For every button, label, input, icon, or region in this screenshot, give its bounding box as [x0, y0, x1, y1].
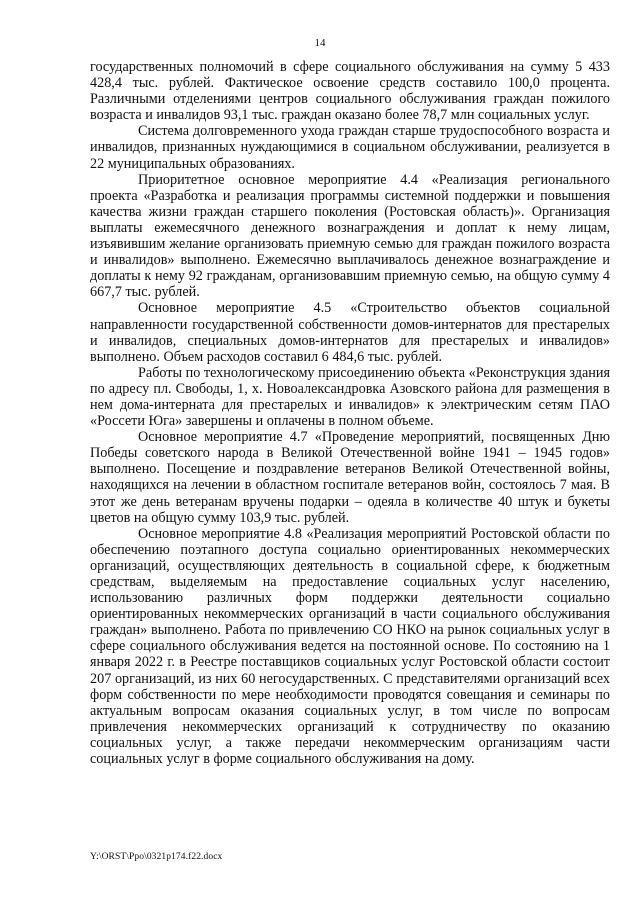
document-body: [90, 59, 610, 767]
paragraph-7: Основное мероприятие 4.8 «Реализация мероприятий Ростовской области по обеспечению поэтапного доступа социально ориентированных некоммерческих организаций, осуществляющих деятельность в социальной сфере, к бюджетным средствам, выделяемым на предоставление социальных услуг населению, использованию различных форм поддержки деятельности социально ориентированных некоммерческих организаций в части социального обслуживания граждан» выполнено. Работа по привлечению СО НКО на рынок социальных услуг в сфере социального обслуживания ведется на постоянной основе. По состоянию на 1 января 2022 г. в Реестре поставщиков социальных услуг Ростовской области состоит 207 организаций, из них 60 негосударственных. С представителями организаций всех форм собственности по мере необходимости проводятся совещания и семинары по актуальным вопросам оказания социальных услуг, в том числе по вопросам привлечения некоммерческих организаций к сотрудничеству по оказанию социальных услуг, а также передачи некоммерческим организациям части социальных услуг в форме социального обслуживания на дому.: [90, 525, 610, 768]
page-number: 14: [314, 37, 326, 49]
paragraph-6: Основное мероприятие 4.7 «Проведение мероприятий, посвященных Дню Победы советского народа в Великой Отечественной войне 1941 – 1945 годов» выполнено. Посещение и поздравление ветеранов Великой Отечественной войны, находящихся на лечении в областном госпитале ветеранов войн, состоялось 7 мая. В этот же день ветеранам вручены подарки – одеяла в количестве 40 штук и букеты цветов на общую сумму 103,9 тыс. рублей.: [90, 429, 610, 526]
paragraph-1: государственных полномочий в сфере социального обслуживания на сумму 5 433 428,4 тыс. рублей. Фактическое освоение средств составило 100,0 процента. Различными отделениями центров социального обслуживания граждан пожилого возраста и инвалидов 93,1 тыс. граждан оказано более 78,7 млн социальных услуг.: [90, 59, 610, 124]
paragraph-5: Работы по технологическому присоединению объекта «Реконструкция здания по адресу пл. Свободы, 1, х. Новоалександровка Азовского района для размещения в нем дома-интерната для престарелых и инвалидов» к электрическим сетям ПАО «Россети Юга» завершены и оплачены в полном объеме.: [90, 364, 610, 430]
paragraph-4: Основное мероприятие 4.5 «Строительство объектов социальной направленности государственной собственности домов-интернатов для престарелых и инвалидов, специальных домов-интернатов для престарелых и инвалидов» выполнено. Объем расходов составил 6 484,6 тыс. рублей.: [90, 300, 610, 365]
paragraph-3: Приоритетное основное мероприятие 4.4 «Реализация регионального проекта «Разработка и реализация программы системной поддержки и повышения качества жизни граждан старшего поколения (Ростовская область)». Организация выплаты ежемесячного денежного вознаграждения и доплат к нему лицам, изъявившим желание организовать приемную семью для граждан пожилого возраста и инвалидов» выполнено. Ежемесячно выплачивалось денежное вознаграждение и доплаты к нему 92 гражданам, организовавшим приемную семью, на общую сумму 4 667,7 тыс. рублей.: [90, 171, 610, 301]
footer-file-path: Y:\ORST\Ppo\0321p174.f22.docx: [90, 852, 223, 862]
paragraph-2: Система долговременного ухода граждан старше трудоспособного возраста и инвалидов, признанных нуждающимися в социальном обслуживании, реализуется в 22 муниципальных образованиях.: [90, 123, 610, 172]
